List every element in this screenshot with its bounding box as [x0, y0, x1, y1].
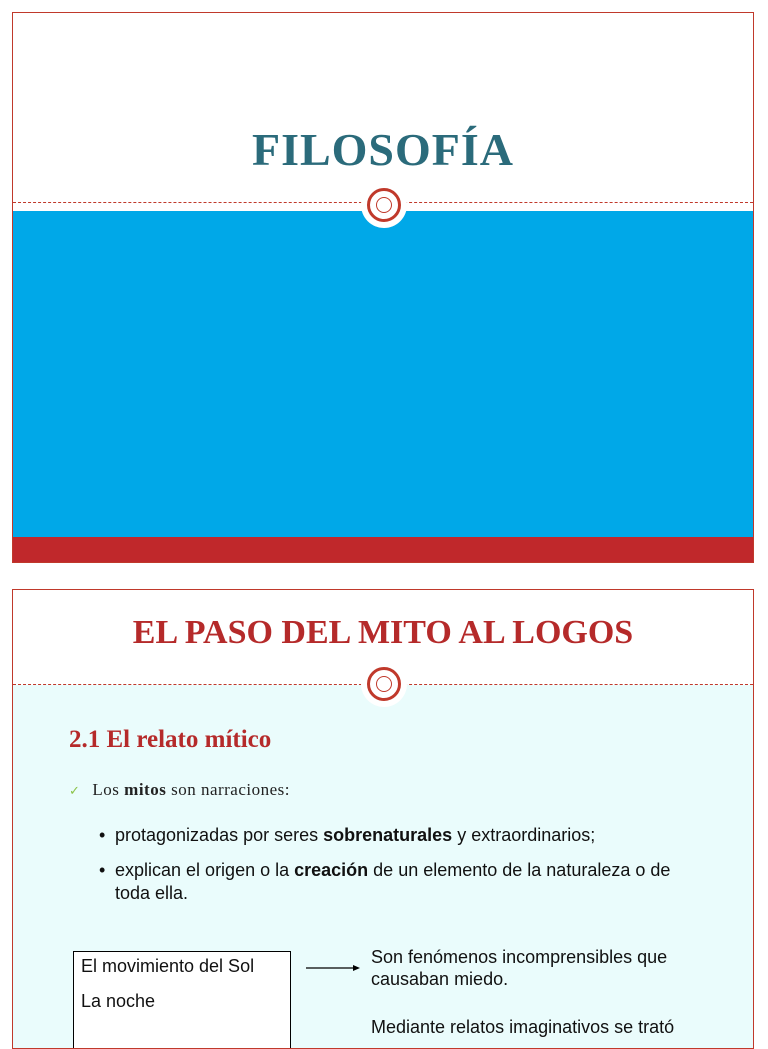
- bullet-icon: •: [99, 825, 106, 845]
- bullet-list: [99, 824, 699, 917]
- explanation-text-cut: Mediante relatos imaginativos se trató: [371, 1017, 675, 1037]
- bullet-text: explican el origen o la: [115, 860, 295, 880]
- section-heading: 2.1 El relato mítico: [69, 726, 272, 753]
- slide-heading: EL PASO DEL MITO AL LOGOS: [132, 614, 634, 651]
- bullet-bold: sobrenaturales: [323, 825, 453, 845]
- checkmark-icon: ✓: [69, 783, 81, 798]
- footer-band: [13, 537, 753, 563]
- bullet-text: y extraordinarios;: [452, 825, 596, 845]
- phenomena-box: [73, 951, 291, 1049]
- bullet-icon: •: [99, 860, 106, 880]
- bullet-bold: creación: [294, 860, 369, 880]
- intro-pre: Los: [92, 780, 125, 799]
- explanation-text: Son fenómenos incomprensibles que causaban miedo.: [371, 947, 668, 989]
- slide-title-text: FILOSOFÍA: [251, 124, 515, 175]
- bullet-text: protagonizadas por seres: [115, 825, 324, 845]
- arrow-right-icon: [306, 963, 360, 973]
- blue-band: [13, 211, 753, 537]
- slide-content: [12, 589, 754, 1049]
- intro-post: son narraciones:: [166, 780, 291, 799]
- intro-bold: mitos: [124, 780, 167, 799]
- intro-line: [69, 780, 290, 800]
- phenomenon-item: La noche: [81, 991, 156, 1011]
- list-item: [99, 859, 699, 905]
- circle-ornament-icon: [361, 661, 407, 707]
- phenomenon-item: El movimiento del Sol: [81, 956, 255, 976]
- list-item: [99, 824, 699, 847]
- circle-ornament-icon: [361, 182, 407, 228]
- slide-title: [12, 12, 754, 563]
- bullet-text: de un elemento de la naturaleza o de toda ella.: [115, 860, 671, 903]
